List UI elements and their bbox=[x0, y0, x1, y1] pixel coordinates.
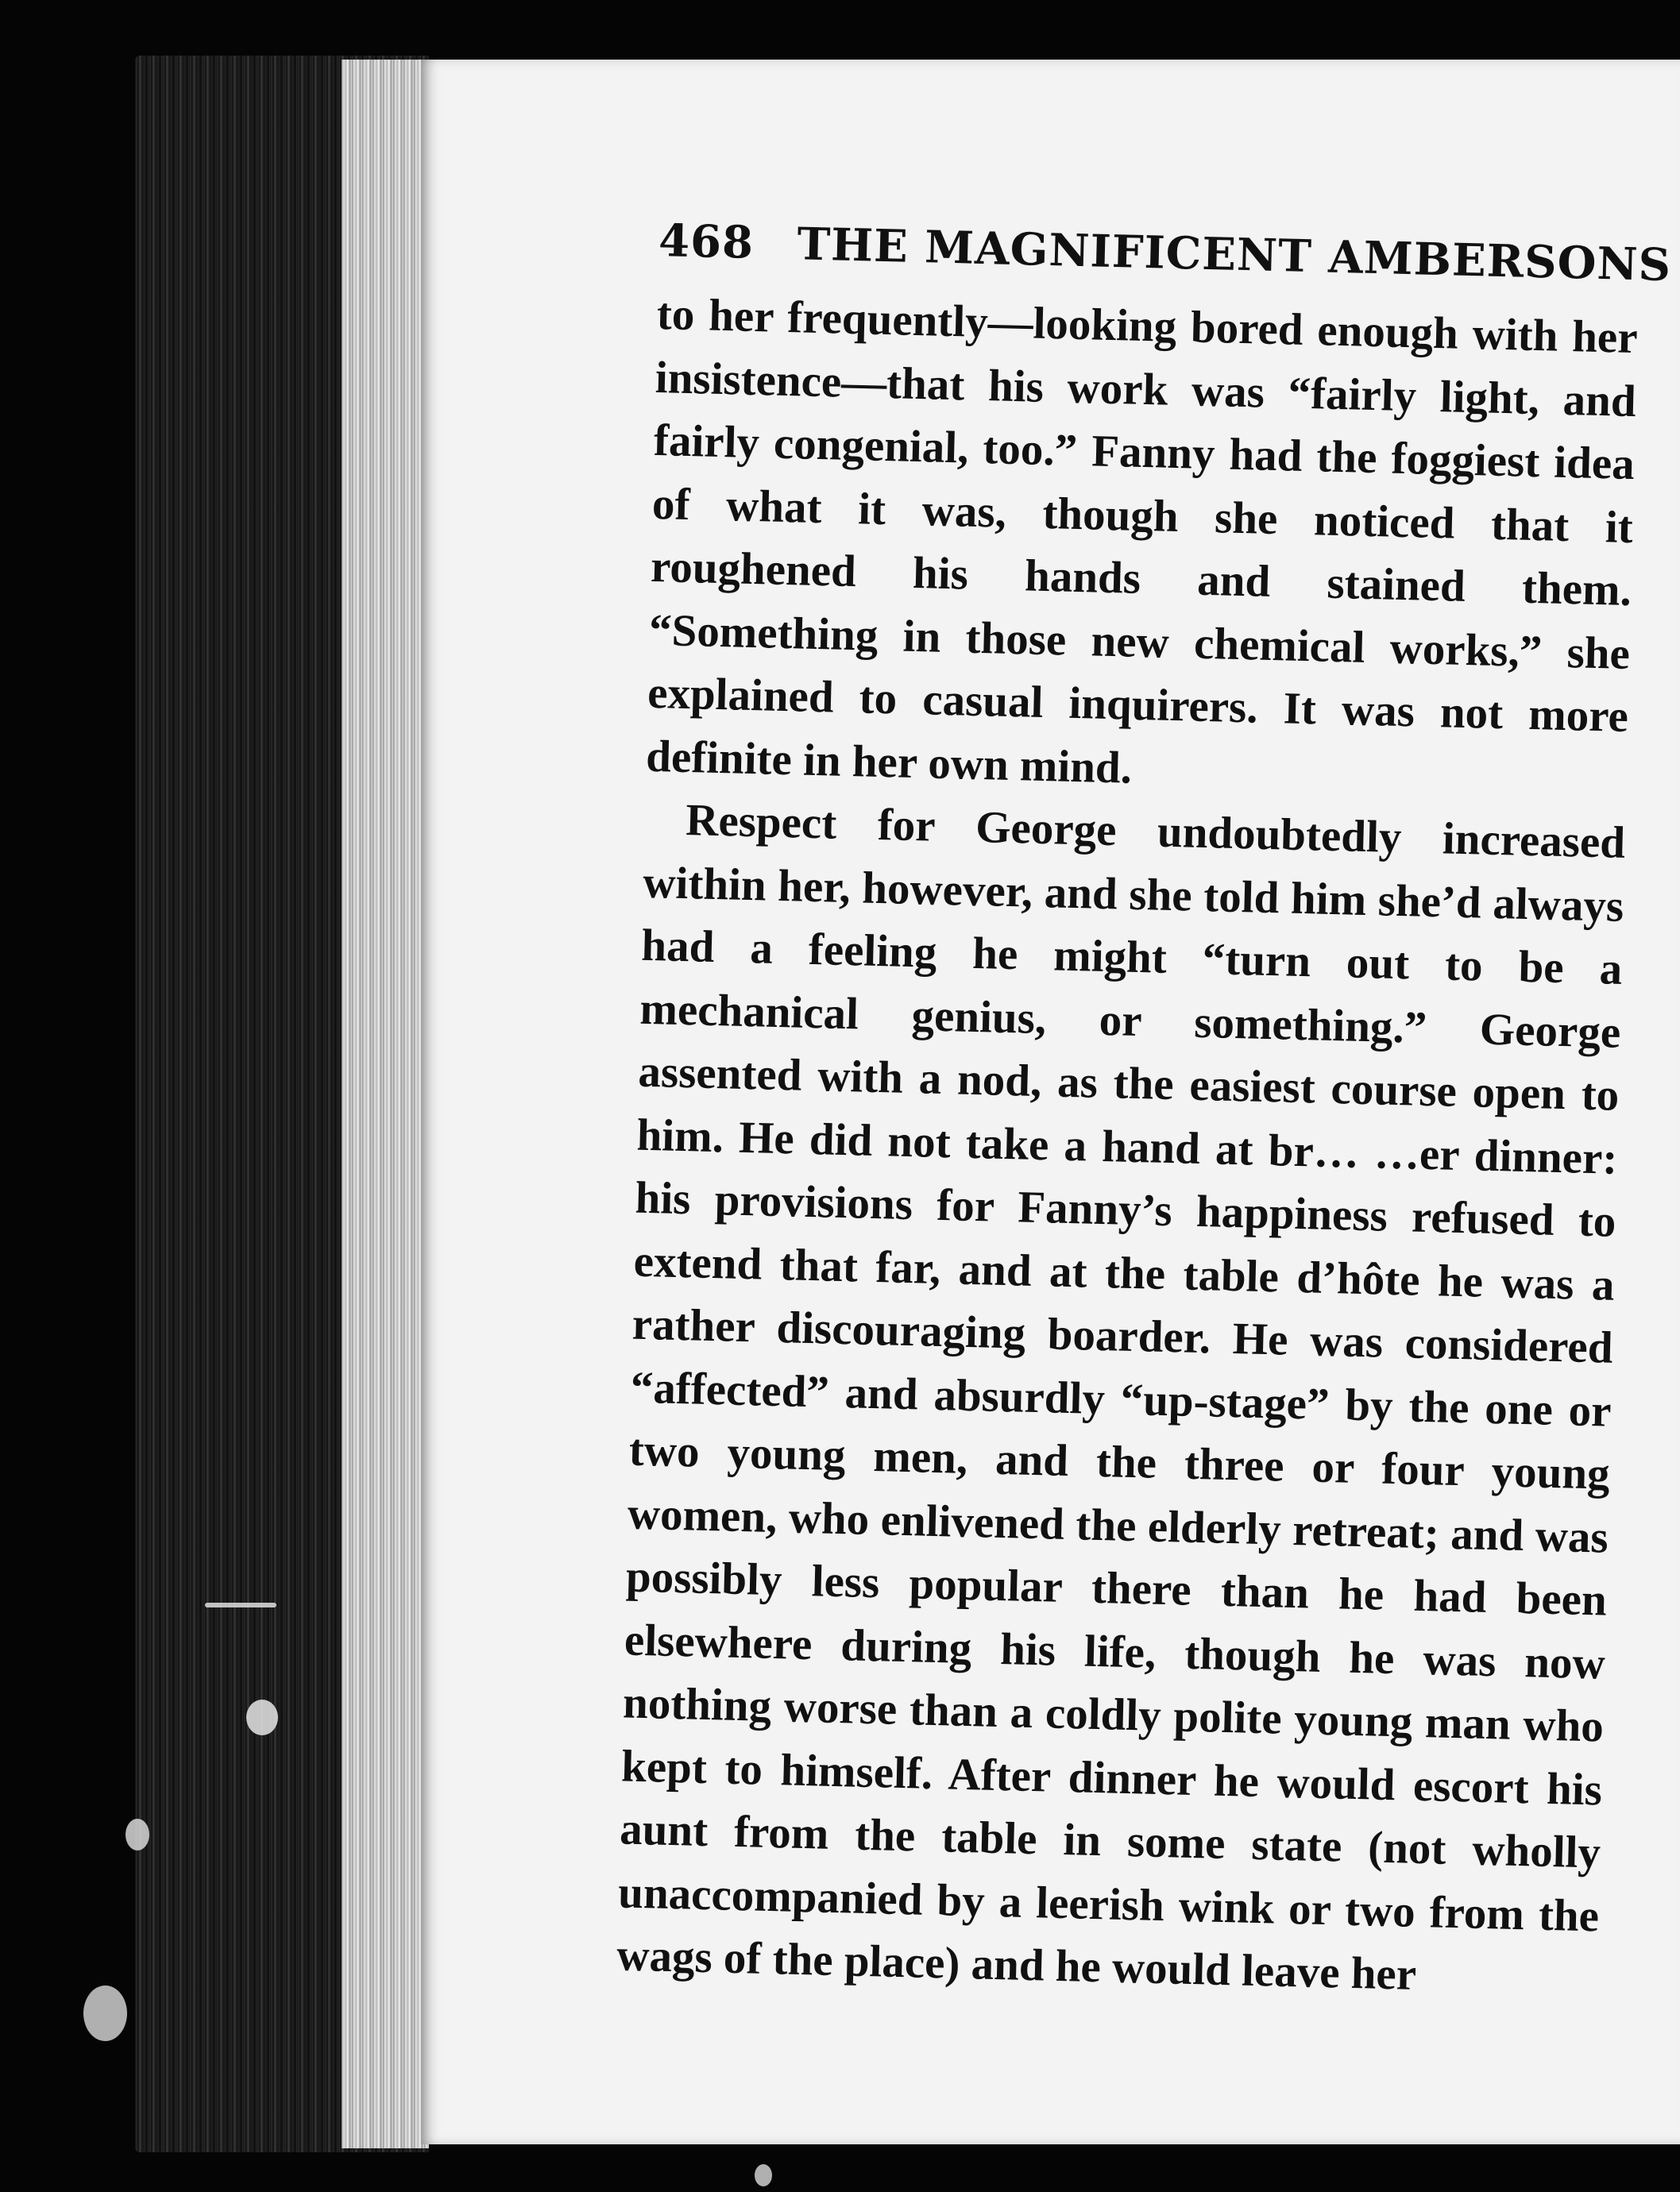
page-number: 468 bbox=[658, 214, 755, 269]
scan-smudge bbox=[755, 2164, 772, 2186]
paragraph-1: to her frequently—looking bored enough with her insistence—that his work was “fairly light, and fairly congenial, too.” Fanny had the foggiest idea of what it was, though she noticed that it roughened his hands and stained them. “Something in those new chemical works,” she explained to casual inquirers. It was not more definite in her own mind. bbox=[645, 288, 1639, 793]
running-head bbox=[658, 214, 1672, 292]
book-title: THE MAGNIFICENT AMBERSONS bbox=[796, 218, 1672, 292]
scan-smudge bbox=[126, 1819, 149, 1850]
scan-smudge bbox=[83, 1986, 127, 2041]
page-text-block bbox=[616, 214, 1672, 2011]
book-page-edges-light bbox=[342, 60, 429, 2148]
book-page bbox=[421, 60, 1680, 2144]
paragraph-2: Respect for George undoubtedly increased within her, however, and she told him she’d always had a feeling he might “turn out to be a mechanical genius, or something.” George assented with a nod, as the easiest course open to him. He did not take a hand at br… …er dinner: his provisions for Fanny’s happiness refused to extend that far, and at the table d’hôte he was a rather discouraging boarder. He was considered “affected” and absurdly “up-stage” by the one or two young men, and the three or four young women, who enlivened the elderly retreat; and was possibly less popular there than he had been elsewhere during his life, though he was now nothing worse than a coldly polite young man who kept to himself. After dinner he would escort his aunt from the table in some state (not wholly unaccompanied by a leerish wink or two from the wags of the place) and he would leave her bbox=[616, 795, 1626, 2000]
scan-smudge bbox=[205, 1603, 276, 1607]
scan-smudge bbox=[246, 1700, 278, 1735]
